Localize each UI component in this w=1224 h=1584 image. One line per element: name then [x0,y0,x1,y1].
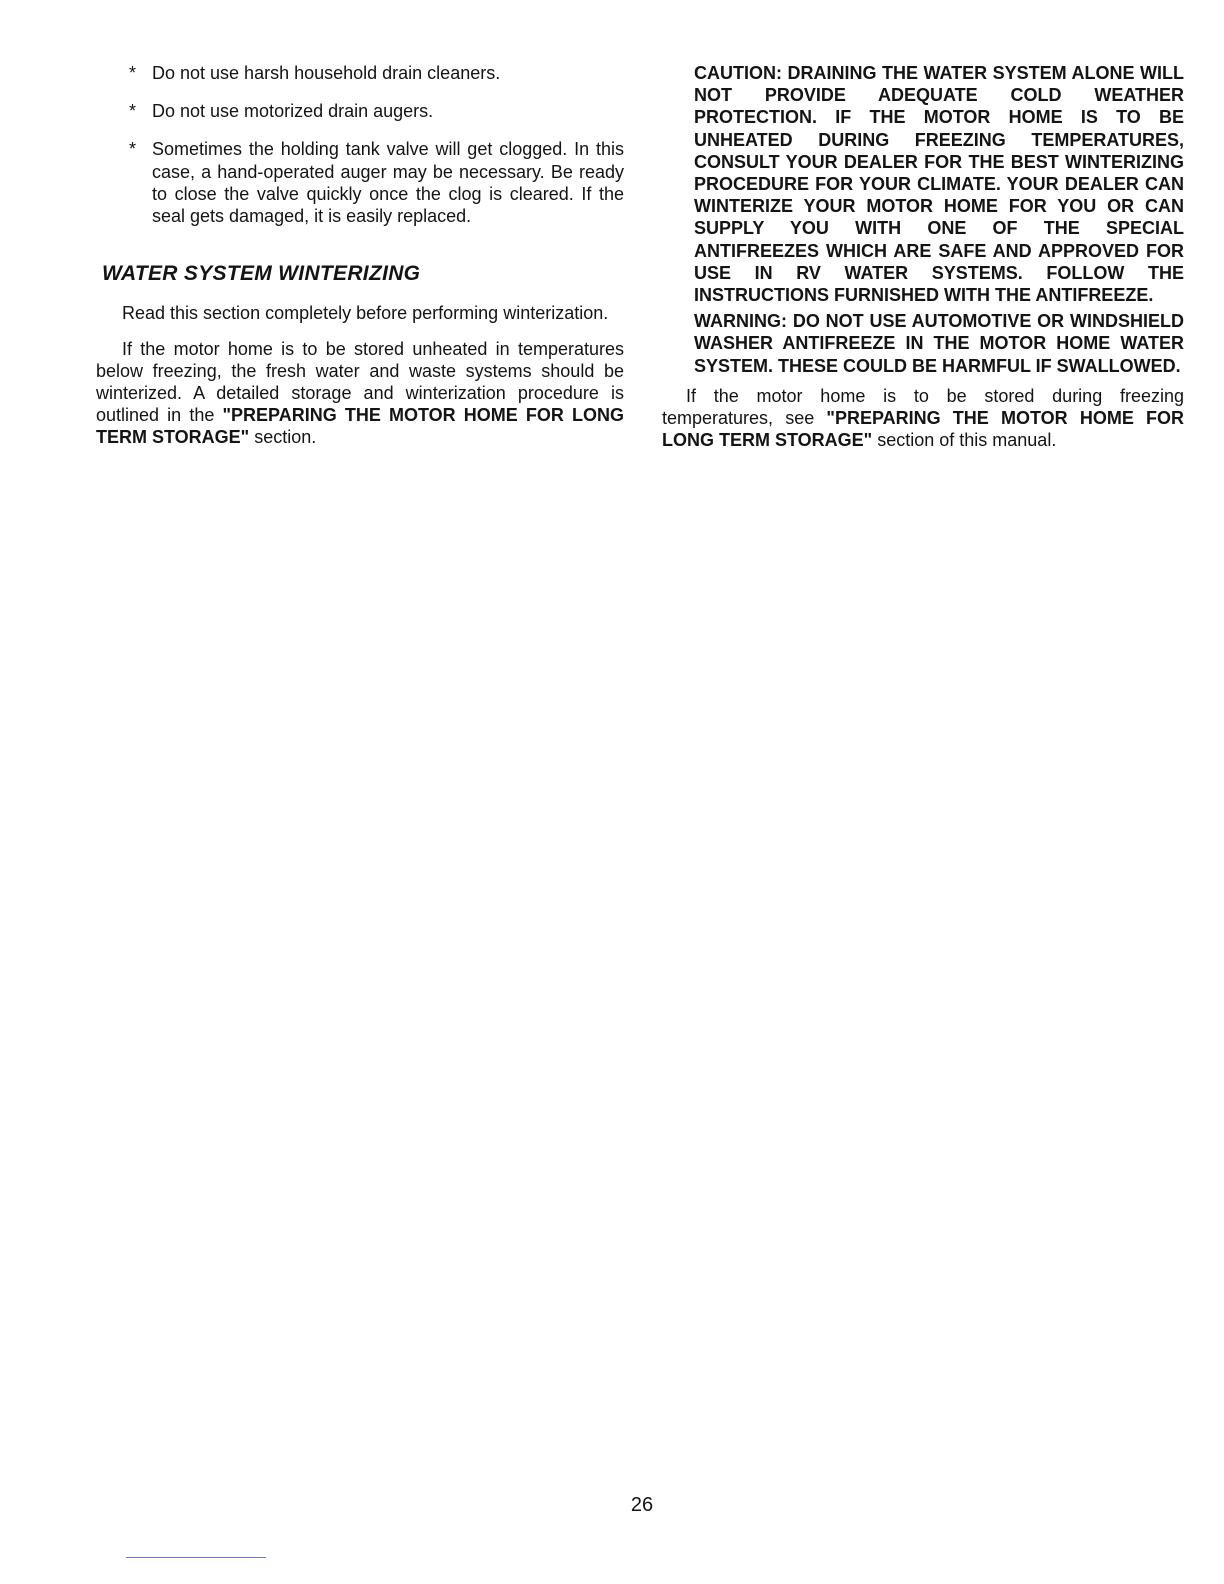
section-heading: WATER SYSTEM WINTERIZING [102,262,421,286]
bullet-marker: * [129,139,137,160]
right-column [662,62,1184,451]
left-column [96,62,624,462]
footer-rule [126,1557,266,1558]
storage-paragraph-end: section. [249,427,317,448]
bullet-marker: * [129,101,137,122]
caution-notice: CAUTION: DRAINING THE WATER SYSTEM ALONE WILL NOT PROVIDE ADEQUATE COLD WEATHER PROTECTION. IF THE MOTOR HOME IS TO BE UNHEATED DURING FREEZING TEMPERATURES, CONSULT YOUR DEALER FOR THE BEST WINTERIZING PROCEDURE FOR YOUR CLIMATE. YOUR DEALER CAN WINTERIZE YOUR MOTOR HOME FOR YOU OR CAN SUPPLY YOU WITH ONE OF THE SPECIAL ANTIFREEZES WHICH ARE SAFE AND APPROVED FOR USE IN RV WATER SYSTEMS. FOLLOW THE INSTRUCTIONS FURNISHED WITH THE ANTIFREEZE. [694,63,1184,306]
bullet-text: Do not use motorized drain augers. [152,101,434,122]
storage-section-reference: "PREPARING THE MOTOR HOME FOR LONG TERM STORAGE" [96,405,625,448]
freezing-storage-reference: "PREPARING THE MOTOR HOME FOR LONG TERM STORAGE" [662,408,1184,451]
warning-notice: WARNING: DO NOT USE AUTOMOTIVE OR WINDSHIELD WASHER ANTIFREEZE IN THE MOTOR HOME WATER SYSTEM. THESE COULD BE HARMFUL IF SWALLOWED. [694,311,1184,376]
freezing-storage-end: section of this manual. [872,430,1057,451]
bullet-marker: * [129,63,137,83]
bullet-text: Sometimes the holding tank valve will get clogged. In this case, a hand-operated auger may be necessary. Be ready to close the valve quickly once the clog is cleared. If the seal gets damaged, it is easily replaced. [152,139,624,227]
bullet-text: Do not use harsh household drain cleaners. [152,63,501,83]
storage-paragraph [96,338,624,449]
bullet-item [96,138,624,227]
freezing-storage-text: If the motor home is to be stored during freezing temperatures, see [662,385,1184,429]
freezing-storage-paragraph [662,385,1184,452]
page-number: 26 [630,1494,654,1516]
bullet-item [96,62,624,84]
bullet-item [96,100,624,122]
intro-paragraph: Read this section completely before performing winterization. [122,303,609,324]
storage-paragraph-text: If the motor home is to be stored unheated in temperatures below freezing, the fresh water and waste systems should be winterized. A detailed storage and winterization procedure is outlined in the [96,338,624,426]
